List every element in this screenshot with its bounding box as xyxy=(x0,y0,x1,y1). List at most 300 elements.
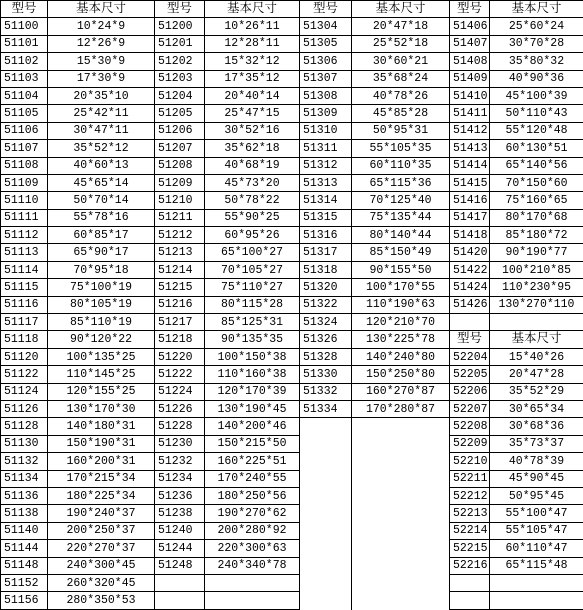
model-cell: 51417 xyxy=(450,209,490,226)
table-row xyxy=(1,383,583,400)
table-row xyxy=(1,435,583,452)
model-cell: 51322 xyxy=(300,296,352,313)
model-cell: 51236 xyxy=(155,487,205,504)
table-row xyxy=(1,279,583,296)
model-cell: 52216 xyxy=(450,557,490,574)
size-cell: 120*170*39 xyxy=(205,383,300,400)
size-cell: 90*120*22 xyxy=(48,331,155,348)
table-row xyxy=(1,557,583,574)
size-cell: 40*78*39 xyxy=(490,453,583,470)
size-cell: 25*60*24 xyxy=(490,18,583,35)
size-cell: 35*52*12 xyxy=(48,140,155,157)
table-row xyxy=(1,366,583,383)
model-cell: 51114 xyxy=(1,261,48,278)
table-row xyxy=(1,209,583,226)
model-cell: 52209 xyxy=(450,435,490,452)
size-cell: 35*80*32 xyxy=(490,53,583,70)
model-cell: 51124 xyxy=(1,383,48,400)
size-cell: 140*180*31 xyxy=(48,418,155,435)
model-cell: 52215 xyxy=(450,540,490,557)
model-cell: 51415 xyxy=(450,174,490,191)
header-size: 基本尺寸 xyxy=(205,1,300,18)
model-cell: 51107 xyxy=(1,140,48,157)
size-cell: 120*155*25 xyxy=(48,383,155,400)
size-cell: 50*110*43 xyxy=(490,105,583,122)
size-cell: 80*170*68 xyxy=(490,209,583,226)
size-cell: 260*320*45 xyxy=(48,574,155,591)
empty-cell xyxy=(450,592,490,609)
empty-cell xyxy=(155,574,205,591)
model-cell: 51220 xyxy=(155,348,205,365)
model-cell: 51240 xyxy=(155,522,205,539)
model-cell: 51132 xyxy=(1,453,48,470)
size-cell: 55*90*25 xyxy=(205,209,300,226)
size-cell: 70*125*40 xyxy=(352,192,450,209)
model-cell: 51152 xyxy=(1,574,48,591)
model-cell: 51332 xyxy=(300,383,352,400)
size-cell: 130*170*30 xyxy=(48,400,155,417)
model-cell: 51422 xyxy=(450,261,490,278)
empty-cell xyxy=(490,574,583,591)
size-cell: 130*270*110 xyxy=(490,296,583,313)
model-cell: 51110 xyxy=(1,192,48,209)
model-cell: 51128 xyxy=(1,418,48,435)
size-cell: 65*90*17 xyxy=(48,244,155,261)
size-cell: 20*40*14 xyxy=(205,87,300,104)
model-cell: 51416 xyxy=(450,192,490,209)
size-cell: 110*190*63 xyxy=(352,296,450,313)
header-model: 型号 xyxy=(450,1,490,18)
header-row xyxy=(1,1,583,18)
model-cell: 51414 xyxy=(450,157,490,174)
empty-cell xyxy=(490,592,583,609)
size-cell: 12*26*9 xyxy=(48,35,155,52)
model-cell: 52206 xyxy=(450,383,490,400)
model-cell: 51216 xyxy=(155,296,205,313)
table-row xyxy=(1,157,583,174)
table-row xyxy=(1,174,583,191)
empty-cell xyxy=(205,592,300,609)
empty-cell xyxy=(352,522,450,539)
size-cell: 60*110*35 xyxy=(352,157,450,174)
size-cell: 55*105*47 xyxy=(490,522,583,539)
size-cell: 85*110*19 xyxy=(48,314,155,331)
size-cell: 65*140*56 xyxy=(490,157,583,174)
model-cell: 52212 xyxy=(450,487,490,504)
size-cell: 60*130*51 xyxy=(490,140,583,157)
model-cell: 51108 xyxy=(1,157,48,174)
table-row xyxy=(1,487,583,504)
empty-cell xyxy=(300,574,352,591)
size-cell: 160*225*51 xyxy=(205,453,300,470)
header-model: 型号 xyxy=(1,1,48,18)
size-cell: 60*110*47 xyxy=(490,540,583,557)
empty-cell xyxy=(205,574,300,591)
table-row xyxy=(1,400,583,417)
header-model: 型号 xyxy=(155,1,205,18)
size-cell: 40*60*13 xyxy=(48,157,155,174)
model-cell: 51313 xyxy=(300,174,352,191)
empty-cell xyxy=(300,453,352,470)
model-cell: 51200 xyxy=(155,18,205,35)
size-cell: 100*150*38 xyxy=(205,348,300,365)
model-cell: 51234 xyxy=(155,470,205,487)
size-cell: 30*65*34 xyxy=(490,400,583,417)
model-cell: 51328 xyxy=(300,348,352,365)
table-row xyxy=(1,18,583,35)
size-cell: 150*215*50 xyxy=(205,435,300,452)
size-cell: 50*70*14 xyxy=(48,192,155,209)
empty-cell xyxy=(300,522,352,539)
size-cell: 15*40*26 xyxy=(490,348,583,365)
model-cell: 51206 xyxy=(155,122,205,139)
size-cell: 25*47*15 xyxy=(205,105,300,122)
size-cell: 20*47*28 xyxy=(490,366,583,383)
model-cell: 51316 xyxy=(300,227,352,244)
size-cell: 70*105*27 xyxy=(205,261,300,278)
size-cell: 55*105*35 xyxy=(352,140,450,157)
size-cell: 65*100*27 xyxy=(205,244,300,261)
size-cell: 40*78*26 xyxy=(352,87,450,104)
model-cell: 51413 xyxy=(450,140,490,157)
size-cell: 30*60*21 xyxy=(352,53,450,70)
size-cell: 90*155*50 xyxy=(352,261,450,278)
size-cell: 45*73*20 xyxy=(205,174,300,191)
model-cell: 51101 xyxy=(1,35,48,52)
model-cell: 51305 xyxy=(300,35,352,52)
model-cell: 51134 xyxy=(1,470,48,487)
header-size: 基本尺寸 xyxy=(490,331,583,348)
model-cell: 51122 xyxy=(1,366,48,383)
model-cell: 51310 xyxy=(300,122,352,139)
size-cell: 85*180*72 xyxy=(490,227,583,244)
table-row xyxy=(1,122,583,139)
empty-cell xyxy=(450,574,490,591)
model-cell: 51113 xyxy=(1,244,48,261)
size-cell: 75*160*65 xyxy=(490,192,583,209)
size-cell: 130*225*78 xyxy=(352,331,450,348)
size-cell: 90*190*77 xyxy=(490,244,583,261)
size-cell: 30*68*36 xyxy=(490,418,583,435)
size-cell: 30*47*11 xyxy=(48,122,155,139)
model-cell: 51208 xyxy=(155,157,205,174)
size-cell: 10*26*11 xyxy=(205,18,300,35)
model-cell: 51210 xyxy=(155,192,205,209)
empty-cell xyxy=(300,557,352,574)
model-cell: 51410 xyxy=(450,87,490,104)
size-cell: 75*135*44 xyxy=(352,209,450,226)
size-cell: 35*68*24 xyxy=(352,70,450,87)
table-row xyxy=(1,87,583,104)
size-cell: 10*24*9 xyxy=(48,18,155,35)
header-size: 基本尺寸 xyxy=(490,1,583,18)
size-cell: 35*52*29 xyxy=(490,383,583,400)
size-cell: 55*78*16 xyxy=(48,209,155,226)
size-cell: 160*200*31 xyxy=(48,453,155,470)
size-cell: 80*105*19 xyxy=(48,296,155,313)
table-row xyxy=(1,453,583,470)
header-size: 基本尺寸 xyxy=(352,1,450,18)
size-cell: 200*280*92 xyxy=(205,522,300,539)
size-cell: 30*70*28 xyxy=(490,35,583,52)
size-cell: 200*250*37 xyxy=(48,522,155,539)
size-cell: 17*35*12 xyxy=(205,70,300,87)
size-cell: 50*95*45 xyxy=(490,487,583,504)
size-cell: 80*140*44 xyxy=(352,227,450,244)
table-row xyxy=(1,35,583,52)
model-cell: 52213 xyxy=(450,505,490,522)
model-cell: 51230 xyxy=(155,435,205,452)
empty-cell xyxy=(352,487,450,504)
model-cell: 51205 xyxy=(155,105,205,122)
table-row xyxy=(1,140,583,157)
size-cell: 20*47*18 xyxy=(352,18,450,35)
model-cell: 51120 xyxy=(1,348,48,365)
model-cell: 51426 xyxy=(450,296,490,313)
size-cell: 35*62*18 xyxy=(205,140,300,157)
size-cell: 45*100*39 xyxy=(490,87,583,104)
size-cell: 12*28*11 xyxy=(205,35,300,52)
size-cell: 15*32*12 xyxy=(205,53,300,70)
empty-cell xyxy=(155,592,205,609)
model-cell: 51214 xyxy=(155,261,205,278)
model-cell: 51140 xyxy=(1,522,48,539)
model-cell: 51118 xyxy=(1,331,48,348)
model-cell: 52210 xyxy=(450,453,490,470)
model-cell: 51215 xyxy=(155,279,205,296)
empty-cell xyxy=(450,314,490,331)
model-cell: 51411 xyxy=(450,105,490,122)
model-cell: 51244 xyxy=(155,540,205,557)
table-row xyxy=(1,331,583,348)
model-cell: 51103 xyxy=(1,70,48,87)
size-cell: 50*95*31 xyxy=(352,122,450,139)
size-cell: 190*270*62 xyxy=(205,505,300,522)
size-cell: 130*190*45 xyxy=(205,400,300,417)
table-row xyxy=(1,522,583,539)
size-cell: 17*30*9 xyxy=(48,70,155,87)
size-cell: 140*240*80 xyxy=(352,348,450,365)
empty-cell xyxy=(300,470,352,487)
model-cell: 51226 xyxy=(155,400,205,417)
model-cell: 51424 xyxy=(450,279,490,296)
size-cell: 65*115*48 xyxy=(490,557,583,574)
model-cell: 51314 xyxy=(300,192,352,209)
size-cell: 140*200*46 xyxy=(205,418,300,435)
empty-cell xyxy=(300,435,352,452)
model-cell: 51148 xyxy=(1,557,48,574)
size-cell: 25*42*11 xyxy=(48,105,155,122)
table-row xyxy=(1,592,583,609)
model-cell: 51312 xyxy=(300,157,352,174)
model-cell: 51308 xyxy=(300,87,352,104)
size-cell: 35*73*37 xyxy=(490,435,583,452)
model-cell: 51309 xyxy=(300,105,352,122)
model-cell: 51213 xyxy=(155,244,205,261)
model-cell: 51324 xyxy=(300,314,352,331)
size-cell: 90*135*35 xyxy=(205,331,300,348)
model-cell: 51209 xyxy=(155,174,205,191)
model-cell: 52207 xyxy=(450,400,490,417)
model-cell: 51238 xyxy=(155,505,205,522)
table-row xyxy=(1,296,583,313)
size-cell: 180*225*34 xyxy=(48,487,155,504)
empty-cell xyxy=(352,435,450,452)
size-cell: 55*120*48 xyxy=(490,122,583,139)
empty-cell xyxy=(300,540,352,557)
table-row xyxy=(1,505,583,522)
model-cell: 51111 xyxy=(1,209,48,226)
header-model: 型号 xyxy=(300,1,352,18)
model-cell: 51232 xyxy=(155,453,205,470)
model-cell: 51100 xyxy=(1,18,48,35)
size-cell: 170*215*34 xyxy=(48,470,155,487)
model-cell: 51115 xyxy=(1,279,48,296)
model-cell: 52208 xyxy=(450,418,490,435)
size-cell: 65*115*36 xyxy=(352,174,450,191)
model-cell: 51320 xyxy=(300,279,352,296)
model-cell: 51144 xyxy=(1,540,48,557)
size-cell: 150*250*80 xyxy=(352,366,450,383)
size-cell: 100*210*85 xyxy=(490,261,583,278)
model-cell: 51304 xyxy=(300,18,352,35)
size-cell: 40*68*19 xyxy=(205,157,300,174)
model-cell: 51109 xyxy=(1,174,48,191)
model-cell: 51104 xyxy=(1,87,48,104)
size-cell: 110*160*38 xyxy=(205,366,300,383)
size-cell: 190*240*37 xyxy=(48,505,155,522)
size-cell: 100*170*55 xyxy=(352,279,450,296)
model-cell: 51105 xyxy=(1,105,48,122)
size-cell: 100*135*25 xyxy=(48,348,155,365)
size-cell: 180*250*56 xyxy=(205,487,300,504)
size-cell: 240*340*78 xyxy=(205,557,300,574)
table-row xyxy=(1,348,583,365)
empty-cell xyxy=(300,592,352,609)
table-row xyxy=(1,227,583,244)
size-cell: 75*100*19 xyxy=(48,279,155,296)
size-cell: 20*35*10 xyxy=(48,87,155,104)
model-cell: 51408 xyxy=(450,53,490,70)
model-cell: 51228 xyxy=(155,418,205,435)
model-cell: 51138 xyxy=(1,505,48,522)
empty-cell xyxy=(300,487,352,504)
size-cell: 280*350*53 xyxy=(48,592,155,609)
model-cell: 51126 xyxy=(1,400,48,417)
model-cell: 51222 xyxy=(155,366,205,383)
size-cell: 170*280*87 xyxy=(352,400,450,417)
model-cell: 51307 xyxy=(300,70,352,87)
model-cell: 51203 xyxy=(155,70,205,87)
model-cell: 51418 xyxy=(450,227,490,244)
size-cell: 15*30*9 xyxy=(48,53,155,70)
table-row xyxy=(1,418,583,435)
model-cell: 51202 xyxy=(155,53,205,70)
size-cell: 240*300*45 xyxy=(48,557,155,574)
model-cell: 51315 xyxy=(300,209,352,226)
empty-cell xyxy=(352,557,450,574)
size-cell: 50*78*22 xyxy=(205,192,300,209)
model-cell: 51201 xyxy=(155,35,205,52)
model-cell: 51217 xyxy=(155,314,205,331)
model-cell: 51130 xyxy=(1,435,48,452)
empty-cell xyxy=(352,453,450,470)
model-cell: 52204 xyxy=(450,348,490,365)
empty-cell xyxy=(352,470,450,487)
model-cell: 51412 xyxy=(450,122,490,139)
size-cell: 85*125*31 xyxy=(205,314,300,331)
table-row xyxy=(1,574,583,591)
size-cell: 45*90*45 xyxy=(490,470,583,487)
empty-cell xyxy=(352,592,450,609)
size-cell: 40*90*36 xyxy=(490,70,583,87)
model-cell: 51326 xyxy=(300,331,352,348)
size-cell: 60*85*17 xyxy=(48,227,155,244)
size-cell: 220*270*37 xyxy=(48,540,155,557)
size-cell: 80*115*28 xyxy=(205,296,300,313)
table-row xyxy=(1,314,583,331)
model-cell: 51409 xyxy=(450,70,490,87)
model-cell: 51106 xyxy=(1,122,48,139)
model-cell: 52205 xyxy=(450,366,490,383)
table-row xyxy=(1,105,583,122)
empty-cell xyxy=(300,505,352,522)
size-cell: 110*230*95 xyxy=(490,279,583,296)
empty-cell xyxy=(352,540,450,557)
model-cell: 51211 xyxy=(155,209,205,226)
table-row xyxy=(1,244,583,261)
model-cell: 51306 xyxy=(300,53,352,70)
model-cell: 51318 xyxy=(300,261,352,278)
model-cell: 51112 xyxy=(1,227,48,244)
table-row xyxy=(1,192,583,209)
size-cell: 170*240*55 xyxy=(205,470,300,487)
model-cell: 51117 xyxy=(1,314,48,331)
size-cell: 110*145*25 xyxy=(48,366,155,383)
size-cell: 85*150*49 xyxy=(352,244,450,261)
model-cell: 52214 xyxy=(450,522,490,539)
model-cell: 52211 xyxy=(450,470,490,487)
table-row xyxy=(1,261,583,278)
size-cell: 45*85*28 xyxy=(352,105,450,122)
size-cell: 60*95*26 xyxy=(205,227,300,244)
model-cell: 51204 xyxy=(155,87,205,104)
model-cell: 51420 xyxy=(450,244,490,261)
size-cell: 45*65*14 xyxy=(48,174,155,191)
model-cell: 51317 xyxy=(300,244,352,261)
size-cell: 70*95*18 xyxy=(48,261,155,278)
empty-cell xyxy=(490,314,583,331)
size-cell: 75*110*27 xyxy=(205,279,300,296)
model-cell: 51212 xyxy=(155,227,205,244)
empty-cell xyxy=(352,574,450,591)
model-cell: 51406 xyxy=(450,18,490,35)
model-cell: 51248 xyxy=(155,557,205,574)
empty-cell xyxy=(300,418,352,435)
size-cell: 55*100*47 xyxy=(490,505,583,522)
size-cell: 120*210*70 xyxy=(352,314,450,331)
header-model: 型号 xyxy=(450,331,490,348)
size-cell: 70*150*60 xyxy=(490,174,583,191)
header-size: 基本尺寸 xyxy=(48,1,155,18)
empty-cell xyxy=(352,505,450,522)
model-cell: 51218 xyxy=(155,331,205,348)
model-cell: 51136 xyxy=(1,487,48,504)
size-cell: 220*300*63 xyxy=(205,540,300,557)
model-cell: 51224 xyxy=(155,383,205,400)
table-row xyxy=(1,540,583,557)
size-cell: 30*52*16 xyxy=(205,122,300,139)
